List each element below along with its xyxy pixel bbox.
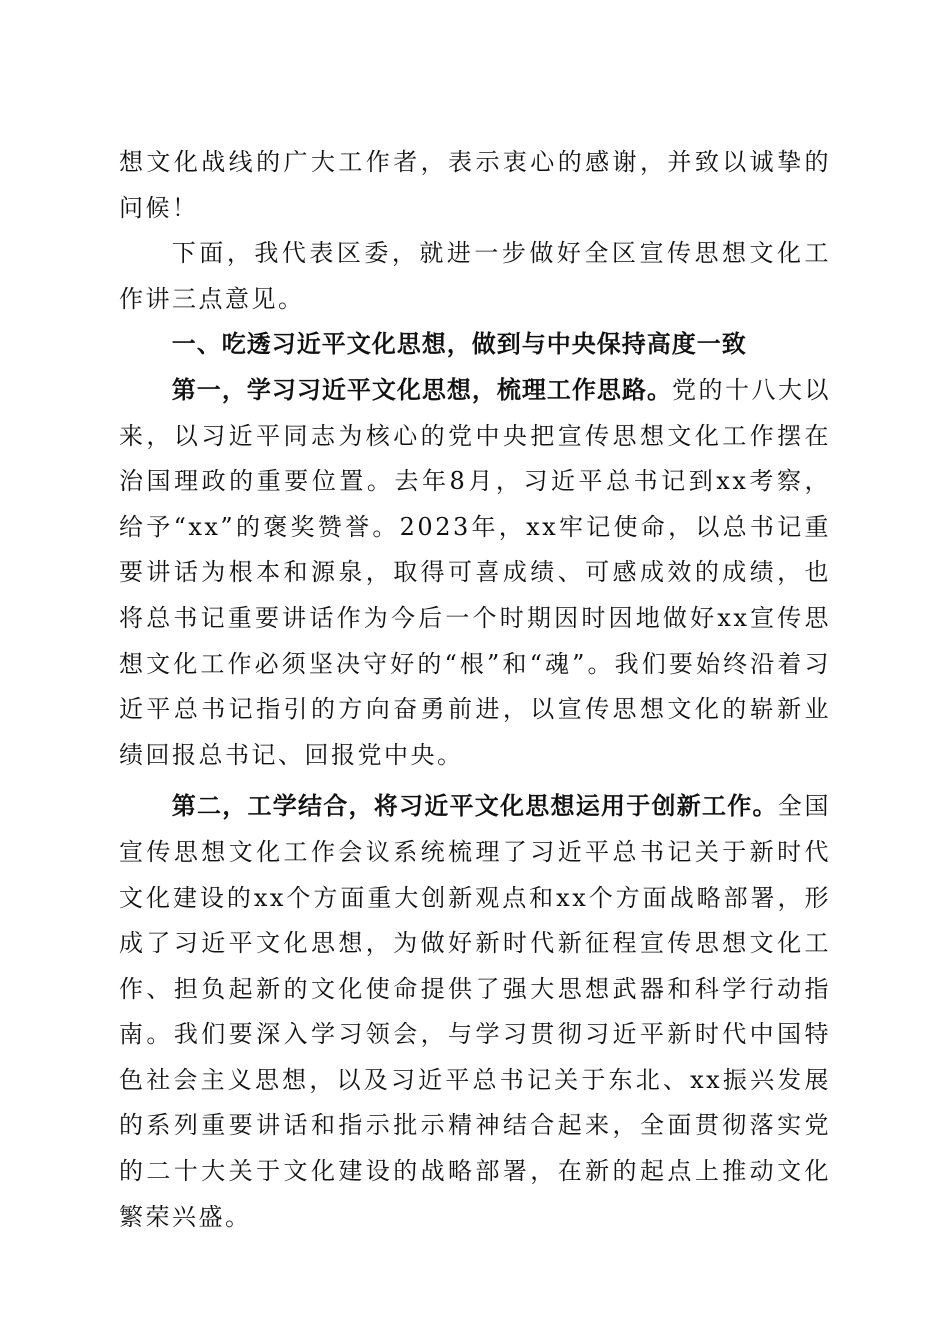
paragraph-intro: 下面，我代表区委，就进一步做好全区宣传思想文化工作讲三点意见。 (119, 239, 831, 313)
section-heading-1: 一、吃透习近平文化思想，做到与中央保持高度一致 (171, 330, 747, 359)
paragraph-first-point (119, 368, 831, 778)
first-point-lead: 第一，学习习近平文化思想，梳理工作思路。 (171, 375, 672, 404)
document-body (119, 140, 831, 1240)
first-point-body: 党的十八大以来，以习近平同志为核心的党中央把宣传思想文化工作摆在治国理政的重要位置。去年8月，习近平总书记到xx考察，给予“xx”的褒奖赞誉。2023年，xx牢记使命，以总书记重要讲话为根本和源泉，取得可喜成绩、可感成效的成绩，也将总书记重要讲话作为今后一个时期因时因地做好xx宣传思想文化工作必须坚决守好的“根”和“魂”。我们要始终沿着习近平总书记指引的方向奋勇前进，以宣传思想文化的崭新业绩回报总书记、回报党中央。 (119, 375, 832, 769)
paragraph-continuation: 想文化战线的广大工作者，表示衷心的感谢，并致以诚挚的问候！ (119, 148, 831, 222)
second-point-body: 全国宣传思想文化工作会议系统梳理了习近平总书记关于新时代文化建设的xx个方面重大创新观点和xx个方面战略部署，形成了习近平文化思想，为做好新时代新征程宣传思想文化工作、担负起新的文化使命提供了强大思想武器和科学行动指南。我们要深入学习领会，与学习贯彻习近平新时代中国特色社会主义思想，以及习近平总书记关于东北、xx振兴发展的系列重要讲话和指示批示精神结合起来，全面贯彻落实党的二十大关于文化建设的战略部署，在新的起点上推动文化繁荣兴盛。 (119, 792, 831, 1231)
second-point-lead: 第二，工学结合，将习近平文化思想运用于创新工作。 (171, 792, 778, 821)
paragraph-second-point (119, 784, 831, 1240)
